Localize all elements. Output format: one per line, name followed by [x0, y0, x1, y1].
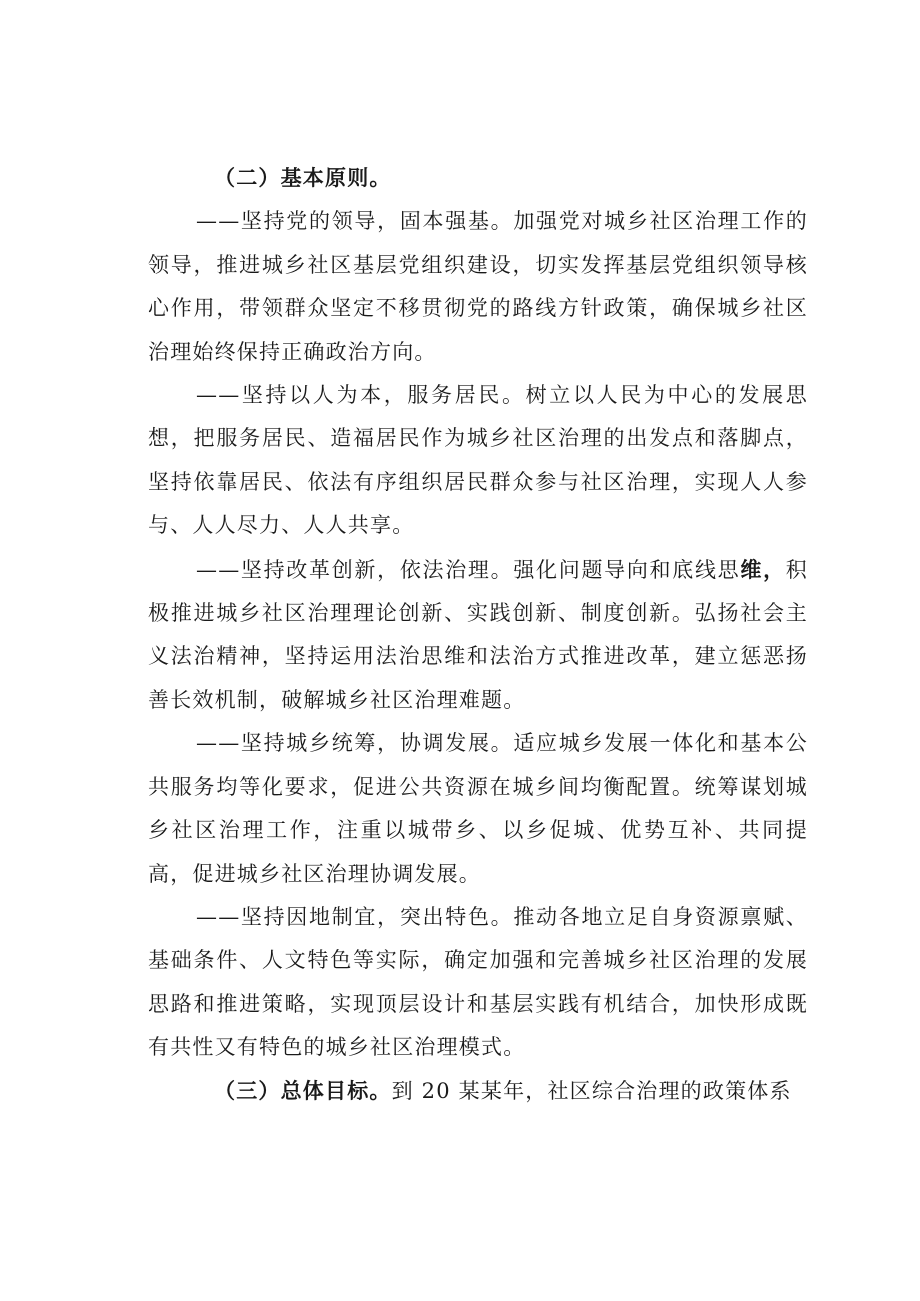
section-overall-goal: [148, 1070, 808, 1113]
section-heading-overall-goal: （三）总体目标。: [214, 1078, 392, 1103]
principle-reform-bold-fragment: 维，: [740, 556, 786, 582]
principle-urban-rural-coordination: ——坚持城乡统筹，协调发展。适应城乡发展一体化和基本公共服务均等化要求，促进公共资源在城乡间均衡配置。统筹谋划城乡社区治理工作，注重以城带乡、以乡促城、优势互补、共同提高，促进城乡社区治理协调发展。: [148, 731, 808, 886]
principle-reform-text-start: ——坚持改革创新，依法治理。强化问题导向和底线思: [196, 557, 741, 582]
principle-people-oriented: ——坚持以人为本，服务居民。树立以人民为中心的发展思想，把服务居民、造福居民作为城乡社区治理的出发点和落脚点，坚持依靠居民、依法有序组织居民群众参与社区治理，实现人人参与、人人尽力、人人共享。: [148, 383, 808, 538]
principle-reform-text-rest: 积极推进城乡社区治理理论创新、实践创新、制度创新。弘扬社会主义法治精神，坚持运用法治思维和法治方式推进改革，建立惩恶扬善长效机制，破解城乡社区治理难题。: [148, 557, 808, 712]
principle-local-conditions: ——坚持因地制宜，突出特色。推动各地立足自身资源禀赋、基础条件、人文特色等实际，确定加强和完善城乡社区治理的发展思路和推进策略，实现顶层设计和基层实践有机结合，加快形成既有共性又有特色的城乡社区治理模式。: [148, 904, 808, 1060]
document-body: [148, 157, 808, 1113]
principle-reform-innovation: [148, 548, 808, 723]
overall-goal-text: 到 20 某某年，社区综合治理的政策体系: [391, 1078, 792, 1103]
principle-party-leadership: ——坚持党的领导，固本强基。加强党对城乡社区治理工作的领导，推进城乡社区基层党组织建设，切实发挥基层党组织领导核心作用，带领群众坚定不移贯彻党的路线方针政策，确保城乡社区治理始终保持正确政治方向。: [148, 209, 808, 364]
section-heading-basic-principles: （二）基本原则。: [214, 166, 392, 190]
